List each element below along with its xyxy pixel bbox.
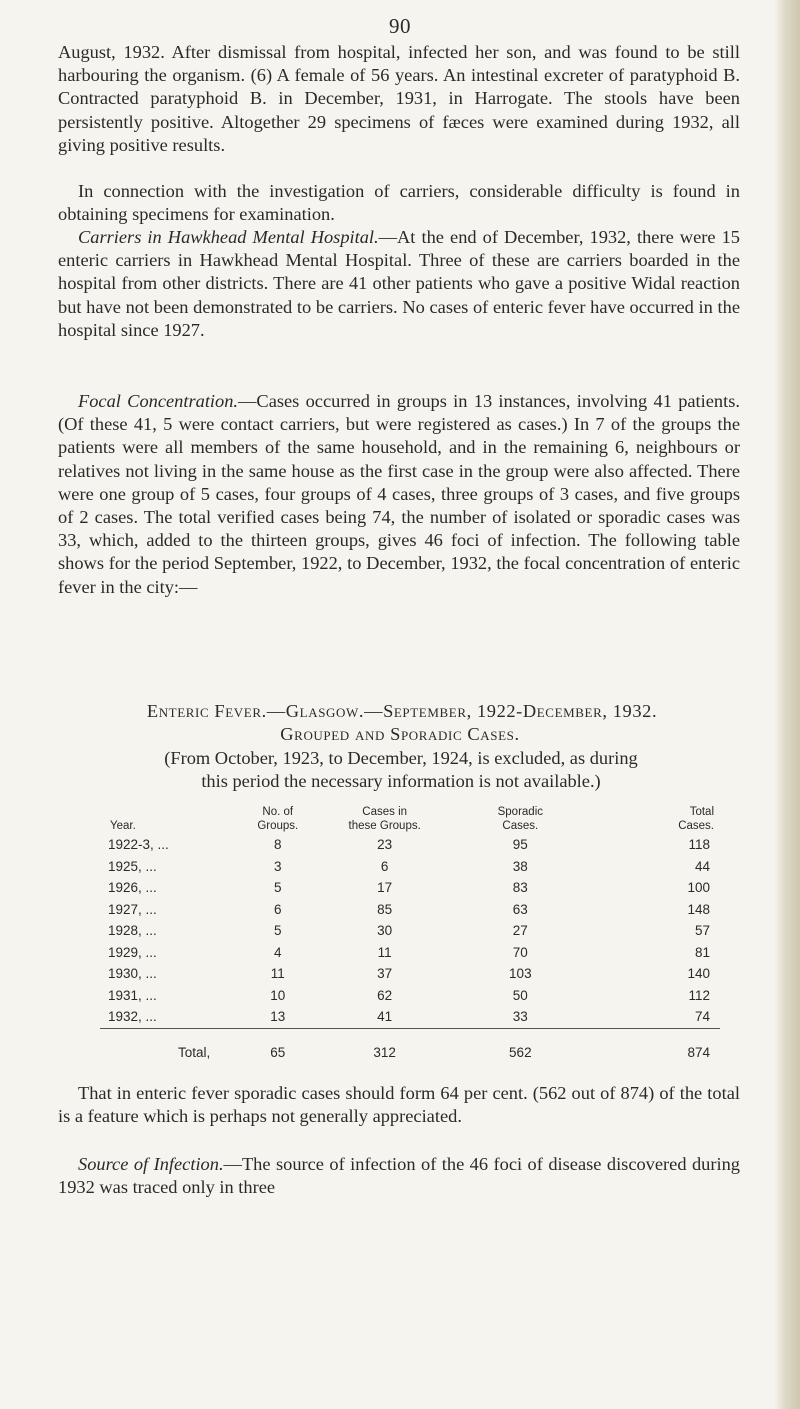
cell-cases: 85 <box>377 901 393 917</box>
table-row <box>100 985 720 1007</box>
header-groups: No. of <box>262 806 294 818</box>
cell-groups: 13 <box>270 1009 286 1024</box>
cell-year: 1928, ... <box>108 923 157 938</box>
cell-cases: 6 <box>380 858 389 874</box>
cell-sporadic: 70 <box>512 944 528 960</box>
table-header-row-2 <box>100 820 720 834</box>
paragraph-body <box>58 226 740 342</box>
cell-groups: 4 <box>274 944 282 960</box>
cell-year: 1932, ... <box>108 1009 157 1024</box>
paragraph-focal-concentration <box>58 390 740 599</box>
table-row <box>100 963 720 985</box>
paragraph-carrier-case-6 <box>58 41 740 157</box>
paragraph-body <box>58 390 740 599</box>
cell-year: 1927, ... <box>108 901 157 917</box>
paragraph-text: In connection with the investigation of carriers, considerable difficulty is found in obtaining specimens for examination. <box>58 181 740 225</box>
cell-total: 74 <box>694 1009 710 1024</box>
focal-concentration-table <box>100 806 720 1063</box>
cell-total: 148 <box>687 901 710 917</box>
paragraph-text: —At the end of December, 1932, there were 15 enteric carriers in Hawkhead Mental Hospital. Three of these are carriers boarded in the hospital from other districts. There are 41 other patients who gave a positive Widal reaction but have not been demonstrated to be carriers. No cases of enteric fever have occurred in the hospital since 1927. <box>58 227 740 340</box>
cell-year: 1930, ... <box>108 966 157 981</box>
cell-groups: 6 <box>274 901 282 917</box>
header-total-2: Cases. <box>678 820 714 832</box>
paragraph-heading: Focal Concentration. <box>78 391 239 411</box>
cell-sporadic: 83 <box>512 880 528 895</box>
table-header-row-1 <box>100 806 720 820</box>
table-row <box>100 920 720 942</box>
table-total-row <box>100 1028 720 1063</box>
cell-grand-total: 874 <box>588 1028 720 1063</box>
cell-year: 1926, ... <box>108 880 157 895</box>
cell-sporadic: 50 <box>512 987 528 1003</box>
cell-total: 44 <box>694 858 710 874</box>
cell-total: 118 <box>688 837 710 852</box>
cell-total: 112 <box>688 987 710 1003</box>
cell-sporadic: 103 <box>509 966 532 981</box>
cell-year: 1929, ... <box>108 944 157 960</box>
paragraph-specimen-difficulty <box>58 180 740 226</box>
header-sporadic-2: Cases. <box>502 820 539 832</box>
cell-cases-total: 312 <box>317 1028 453 1063</box>
table-note <box>56 747 746 793</box>
cell-groups: 3 <box>274 858 282 874</box>
cell-groups: 5 <box>274 880 282 895</box>
table-row <box>100 834 720 856</box>
header-sporadic: Sporadic <box>497 806 543 818</box>
cell-groups: 11 <box>270 966 285 981</box>
cell-cases: 23 <box>377 837 393 852</box>
data-table <box>100 806 720 1063</box>
cell-total-label: Total, <box>100 1028 239 1063</box>
table-subtitle: Grouped and Sporadic Cases. <box>280 724 520 744</box>
paragraph-text: —Cases occurred in groups in 13 instances, involving 41 patients. (Of these 41, 5 were contact carriers, but were registered as cases.) In 7 of the groups the patients were all members of the same household, and in the remaining 6, neighbours or relatives not living in the same house as the first case in the group were also affected. There were one group of 5 cases, four groups of 4 cases, three groups of 3 cases, and five groups of 2 cases. The total verified cases being 74, the number of isolated or sporadic cases was 33, which, added to the thirteen groups, gives 46 foci of infection. The following table shows for the period September, 1922, to December, 1932, the focal concentration of enteric fever in the city:— <box>58 391 740 597</box>
cell-sporadic: 27 <box>512 923 528 938</box>
header-cases-2: these Groups. <box>348 820 421 832</box>
cell-cases: 30 <box>377 923 393 938</box>
cell-cases: 37 <box>377 966 393 981</box>
paragraph-text: That in enteric fever sporadic cases should form 64 per cent. (562 out of 874) of the total is a feature which is perhaps not generally appreciated. <box>58 1083 740 1127</box>
cell-year: 1925, ... <box>108 858 157 874</box>
cell-year: 1922-3, ... <box>108 837 169 852</box>
paragraph-heading: Carriers in Hawkhead Mental Hospital. <box>78 227 379 247</box>
paragraph-text: August, 1932. After dismissal from hospital, infected her son, and was found to be still harbouring the organism. (6) A female of 56 years. An intestinal excreter of paratyphoid B. Contracted paratyphoid B. in December, 1931, in Harrogate. The stools have been persistently positive. Altogether 29 specimens of fæces were examined during 1932, all giving positive results. <box>58 42 740 155</box>
cell-total: 140 <box>687 966 710 981</box>
paragraph-body <box>58 1153 740 1199</box>
cell-year: 1931, ... <box>108 987 157 1003</box>
cell-groups: 8 <box>274 837 282 852</box>
header-year-blank <box>100 806 239 820</box>
paragraph-sporadic-percentage <box>58 1082 740 1128</box>
table-row <box>100 856 720 878</box>
cell-sporadic: 33 <box>512 1009 528 1024</box>
header-groups-2: Groups. <box>257 820 299 832</box>
cell-sporadic-total: 562 <box>452 1028 588 1063</box>
cell-total: 57 <box>694 923 710 938</box>
cell-groups: 5 <box>274 923 282 938</box>
table-note-line: this period the necessary information is not available.) <box>201 771 601 792</box>
table-row <box>100 942 720 964</box>
cell-cases: 11 <box>377 944 392 960</box>
cell-sporadic: 38 <box>512 858 528 874</box>
cell-cases: 17 <box>377 880 393 895</box>
paragraph-heading: Source of Infection. <box>78 1154 224 1174</box>
table-row <box>100 877 720 899</box>
cell-groups-total: 65 <box>239 1028 317 1063</box>
table-title: Enteric Fever.—Glasgow.—September, 1922-December, 1932. <box>146 701 658 721</box>
paragraph-hawkhead-carriers <box>58 226 740 342</box>
header-total: Total <box>689 806 714 818</box>
cell-sporadic: 63 <box>512 901 528 917</box>
table-row <box>100 899 720 921</box>
page-edge-shadow <box>774 0 800 1409</box>
cell-cases: 41 <box>377 1009 393 1024</box>
cell-total: 100 <box>687 880 710 895</box>
table-row <box>100 1006 720 1028</box>
cell-cases: 62 <box>377 987 393 1003</box>
paragraph-source-of-infection <box>58 1153 740 1199</box>
cell-sporadic: 95 <box>512 837 528 852</box>
cell-total: 81 <box>694 944 710 960</box>
cell-groups: 10 <box>270 987 286 1003</box>
table-note-line: (From October, 1923, to December, 1924, is excluded, as during <box>164 748 638 768</box>
paragraph-text: —The source of infection of the 46 foci of disease discovered during 1932 was traced only in three <box>58 1154 740 1198</box>
page-number: 90 <box>389 14 411 38</box>
header-cases: Cases in <box>362 806 408 818</box>
header-year: Year. <box>110 820 136 832</box>
